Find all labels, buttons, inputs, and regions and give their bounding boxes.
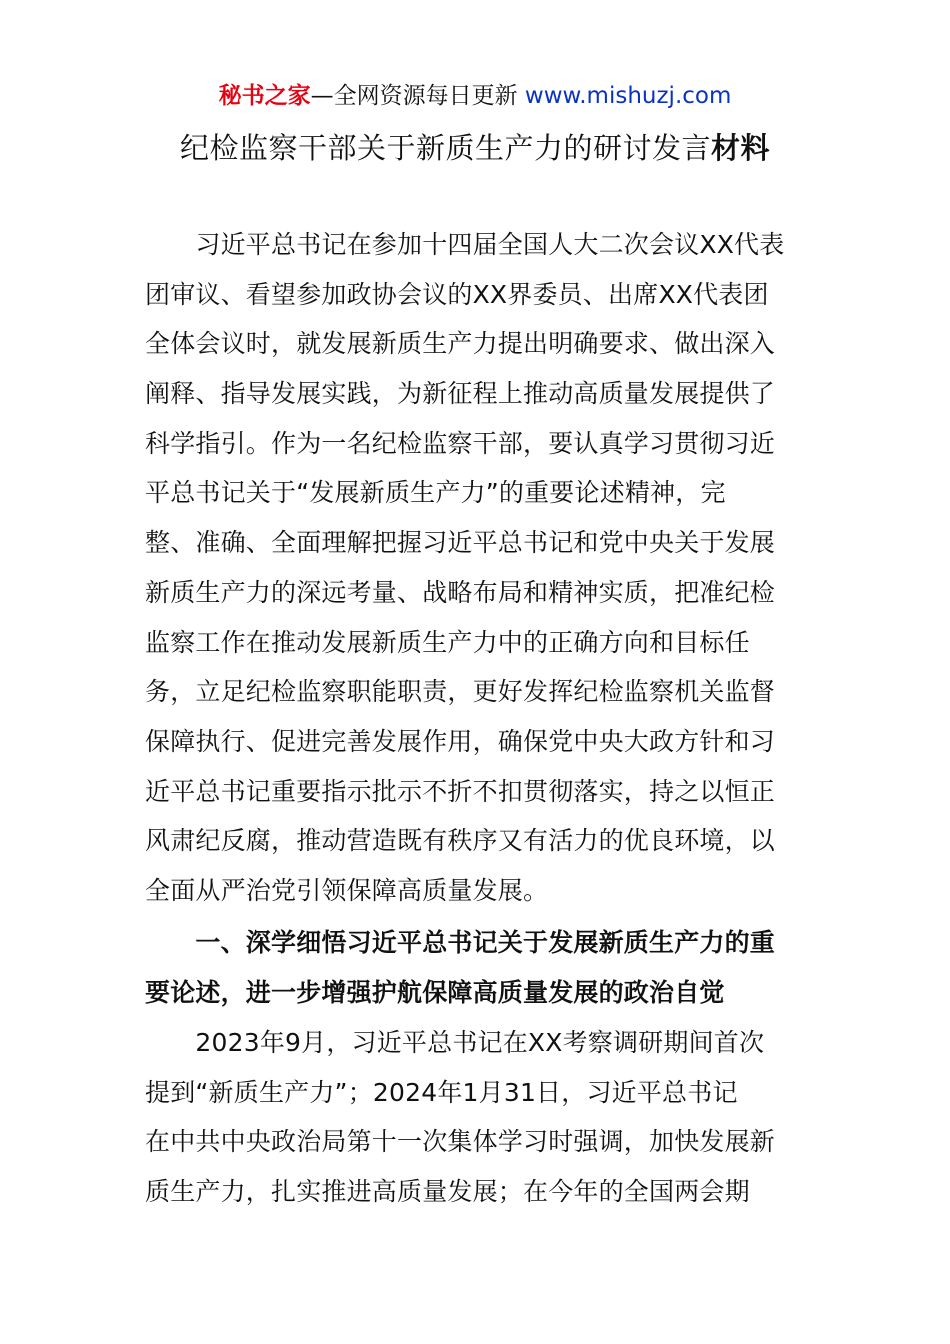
text-line: 保障执行、促进完善发展作用，确保党中央大政方针和习: [145, 726, 776, 756]
text-line: 全体会议时，就发展新质生产力提出明确要求、做出深入: [145, 329, 776, 359]
text-line: 习近平总书记在参加十四届全国人大二次会议XX代表: [145, 230, 785, 259]
heading-line: 一、深学细悟习近平总书记关于发展新质生产力的重: [145, 928, 776, 957]
text-line: 风肃纪反腐，推动营造既有秩序又有活力的优良环境，以: [145, 826, 776, 856]
brand-name: 秘书之家: [218, 83, 311, 109]
text-line: 监察工作在推动发展新质生产力中的正确方向和目标任: [145, 627, 750, 657]
title-emphasis: 材料: [711, 131, 771, 165]
site-url-link[interactable]: www.mishuzj.com: [524, 83, 732, 109]
title-main: 纪检监察干部关于新质生产力的研讨发言: [179, 131, 711, 165]
paragraph-intro: [145, 220, 805, 916]
text-line: 全面从严治党引领保障高质量发展。: [145, 875, 549, 905]
text-line: 提到“新质生产力”；2024年1月31日，习近平总书记: [145, 1077, 738, 1107]
paragraph-section-1: [145, 1018, 805, 1217]
section-heading-1: [145, 918, 805, 1017]
text-line: 平总书记关于“发展新质生产力”的重要论述精神，完: [145, 478, 726, 508]
text-line: 整、准确、全面理解把握习近平总书记和党中央关于发展: [145, 528, 776, 558]
document-title: [0, 128, 950, 168]
text-line: 务，立足纪检监察职能职责，更好发挥纪检监察机关监督: [145, 677, 776, 707]
text-line: 科学指引。作为一名纪检监察干部，要认真学习贯彻习近: [145, 428, 776, 458]
text-line: 质生产力，扎实推进高质量发展；在今年的全国两会期: [145, 1177, 750, 1207]
text-line: 近平总书记重要指示批示不折不扣贯彻落实，持之以恒正: [145, 776, 776, 806]
text-line: 在中共中央政治局第十一次集体学习时强调，加快发展新: [145, 1127, 776, 1157]
text-line: 团审议、看望参加政协会议的XX界委员、出席XX代表团: [145, 279, 769, 309]
text-line: 阐释、指导发展实践，为新征程上推动高质量发展提供了: [145, 379, 776, 409]
site-banner: [0, 80, 950, 112]
text-line: 2023年9月，习近平总书记在XX考察调研期间首次: [145, 1028, 765, 1057]
heading-line: 要论述，进一步增强护航保障高质量发展的政治自觉: [145, 977, 725, 1007]
banner-tagline: —全网资源每日更新: [310, 83, 525, 109]
text-line: 新质生产力的深远考量、战略布局和精神实质，把准纪检: [145, 577, 776, 607]
